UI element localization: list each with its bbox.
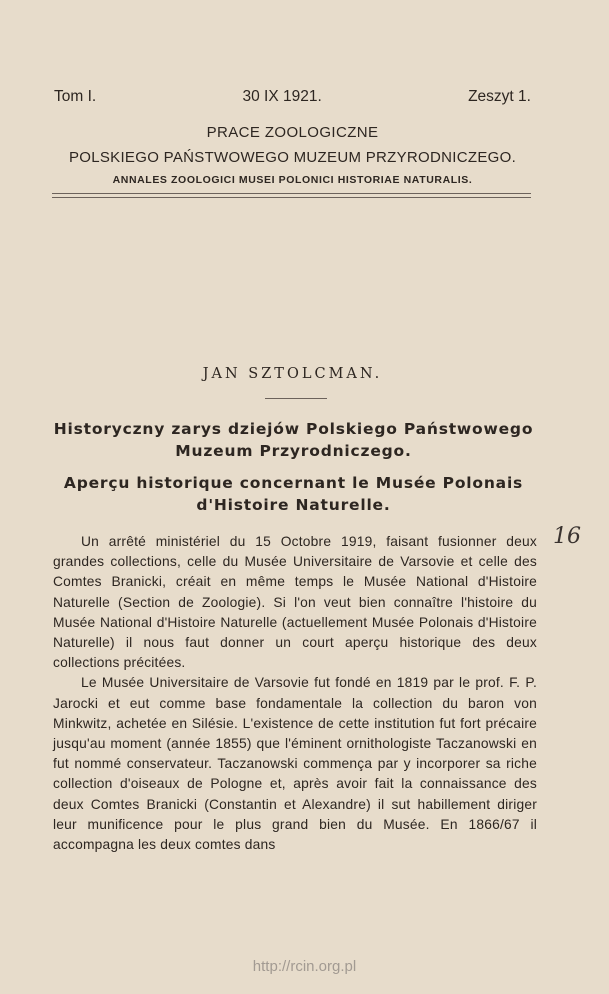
article-body [53,532,537,855]
body-paragraph: Un arrêté ministériel du 15 Octobre 1919, faisant fusionner deux grandes collections, celle du Musée Universitaire de Varsovie et celle des Comtes Branicki, créait en même temps le Musée National d'Histoire Naturelle (Section de Zoologie). Si l'on veut bien connaître l'histoire du Musée National d'Histoire Naturelle (actuellement Musée Polonais d'Histoire Naturelle) il nous faut donner un court aperçu historique des deux collections précitées. [53,534,537,671]
issue-label: Zeszyt 1. [468,88,531,105]
running-header [54,88,531,106]
article-title-polish: Historyczny zarys dziejów Polskiego Państwowego Muzeum Przyrodniczego. [53,420,534,460]
double-divider [52,193,531,198]
article-author: JAN SZTOLCMAN. [202,366,383,382]
short-divider [265,398,327,399]
handwritten-margin-note: 16 [553,524,581,549]
series-title-line-2: POLSKIEGO PAŃSTWOWEGO MUZEUM PRZYRODNICZEGO. [68,149,517,166]
publication-date: 30 IX 1921. [242,88,322,105]
volume-label: Tom I. [54,88,97,105]
series-title-line-1: PRACE ZOOLOGICZNE [206,124,379,141]
footer-url[interactable]: http://rcin.org.pl [252,958,357,975]
series-title-latin: ANNALES ZOOLOGICI MUSEI POLONICI HISTORIAE NATURALIS. [112,174,473,186]
body-paragraph: Le Musée Universitaire de Varsovie fut fondé en 1819 par le prof. F. P. Jarocki et eut comme base fondamentale la collection du baron von Minkwitz, achetée en Silésie. L'existence de cette institution fut fort précaire jusqu'au moment (année 1855) que l'éminent ornithologiste Taczanowski en fut nommé conservateur. Taczanowski commença par y incorporer sa riche collection d'oiseaux de Pologne et, après avoir fait la connaissance des deux Comtes Branicki (Constantin et Alexandre) il sut habillement diriger leur munificence pour le plus grand bien du Musée. En 1866/67 il accompagna les deux comtes dans [53,675,537,853]
article-title-french: Aperçu historique concernant le Musée Polonais d'Histoire Naturelle. [63,474,524,514]
